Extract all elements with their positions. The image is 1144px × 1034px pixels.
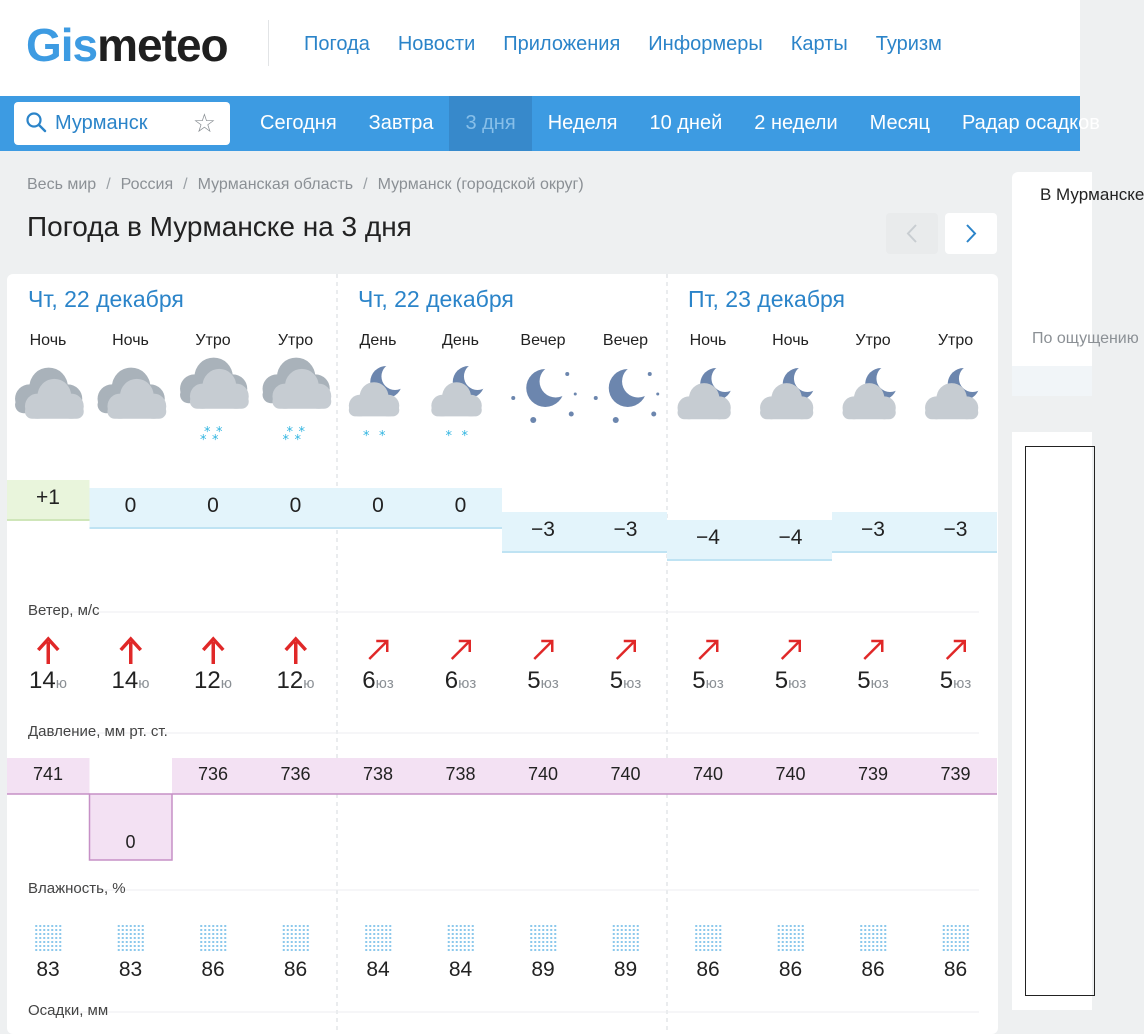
wind-direction: юз (788, 675, 807, 692)
humidity-value: 86 (696, 958, 720, 981)
forecast-tabs (244, 96, 1116, 151)
svg-text:*: * (379, 429, 386, 444)
humidity-dots-icon (943, 925, 969, 951)
breadcrumb-separator: / (183, 176, 188, 193)
time-of-day-label: Ночь (112, 332, 149, 349)
wind-section-label: Ветер, м/с (28, 602, 100, 619)
time-of-day-label: Утро (277, 332, 314, 349)
pressure-value: 740 (775, 764, 806, 784)
wind-speed: 14 (29, 667, 56, 694)
wind-arrow-icon (617, 641, 635, 659)
wind-speed: 14 (111, 667, 139, 694)
pressure-value: 738 (362, 764, 394, 784)
humidity-value: 86 (201, 958, 225, 981)
wind-speed: 5 (857, 667, 871, 694)
nav-link-weather[interactable]: Погода (304, 33, 370, 55)
humidity-dots-icon (35, 925, 61, 951)
wind-speed: 5 (774, 667, 789, 694)
next-period-button[interactable] (945, 213, 997, 254)
now-widget-band (1012, 366, 1092, 396)
wind-arrow-icon (699, 641, 717, 659)
day-title-3[interactable]: Пт, 23 декабря (688, 286, 846, 312)
moon-cloud-icon (760, 365, 821, 419)
humidity-dots-icon (200, 925, 226, 951)
logo-part-2: meteo (97, 19, 228, 71)
humidity-dots-icon (283, 925, 309, 951)
breadcrumb-district[interactable]: Мурманск (городской округ) (377, 176, 584, 193)
humidity-value: 84 (448, 958, 473, 981)
wind-value (172, 667, 254, 695)
moon-stars-icon (511, 365, 577, 423)
cloudy-icon (15, 368, 84, 419)
humidity-value: 86 (861, 958, 885, 981)
moon-cloud-icon (678, 365, 739, 419)
forecast-grid (7, 274, 998, 1034)
wind-direction: юз (375, 675, 394, 692)
wind-speed: 12 (194, 667, 221, 694)
breadcrumb-separator: / (363, 176, 368, 193)
wind-value (502, 667, 584, 695)
tab-2[interactable]: Завтра (368, 112, 434, 134)
wind-direction: юз (623, 675, 642, 692)
temperature-value: 0 (372, 494, 384, 517)
wind-arrow-icon (534, 641, 552, 659)
svg-text:*: * (294, 433, 301, 448)
wind-arrow-icon (121, 639, 141, 664)
wind-arrow-icon (369, 641, 387, 659)
pressure-value: 741 (32, 764, 64, 784)
pressure-value: 740 (527, 764, 559, 784)
wind-speed: 6 (444, 667, 459, 694)
nav-link-informers[interactable]: Информеры (648, 33, 763, 55)
humidity-dots-icon (448, 925, 474, 951)
humidity-dots-icon (695, 925, 721, 951)
svg-text:*: * (216, 425, 223, 440)
wind-direction: юз (458, 675, 477, 692)
pressure-value: 739 (940, 764, 971, 784)
search-icon (26, 112, 46, 132)
nav-link-maps[interactable]: Карты (790, 33, 848, 55)
humidity-value: 83 (36, 958, 60, 981)
cloudy-snow-icon (180, 358, 249, 448)
wind-direction: юз (705, 675, 724, 692)
temperature-value: +1 (36, 486, 60, 509)
humidity-value: 89 (531, 958, 555, 981)
wind-value (420, 667, 502, 695)
pressure-value: 736 (280, 764, 311, 784)
wind-speed: 5 (692, 667, 706, 694)
favorite-star-icon[interactable]: ☆ (192, 108, 216, 138)
temperature-value: −3 (943, 518, 968, 541)
wind-speed: 5 (609, 667, 624, 694)
wind-arrow-icon (782, 641, 800, 659)
humidity-dots-icon (118, 925, 144, 951)
temperature-value: 0 (454, 494, 467, 517)
cloudy-snow-icon (263, 358, 332, 448)
temperature-value: 0 (207, 494, 219, 517)
time-of-day-label: Утро (855, 332, 891, 349)
wind-arrow-icon (38, 639, 58, 664)
pressure-value: 738 (445, 764, 476, 784)
tab-3[interactable]: 3 дня (449, 96, 531, 151)
humidity-value: 86 (778, 958, 803, 981)
day-title-1[interactable]: Чт, 22 декабря (28, 286, 184, 312)
moon-cloud-snow-icon (431, 363, 491, 444)
svg-text:*: * (286, 425, 293, 440)
pressure-value: 739 (857, 764, 889, 784)
svg-text:*: * (363, 429, 370, 444)
time-of-day-label: Вечер (520, 332, 566, 349)
time-of-day-label: Утро (195, 332, 231, 349)
tab-4[interactable]: Неделя (547, 112, 618, 134)
wind-speed: 12 (276, 667, 304, 694)
now-widget (1012, 172, 1144, 396)
time-of-day-label: Ночь (772, 332, 809, 349)
humidity-dots-icon (778, 925, 804, 951)
header-divider (268, 20, 269, 66)
time-of-day-label: Ночь (689, 332, 727, 349)
wind-value (7, 667, 89, 695)
wind-arrow-icon (203, 639, 223, 664)
time-of-day-label: Ночь (29, 332, 67, 349)
top-nav (304, 33, 942, 56)
wind-speed: 5 (939, 667, 954, 694)
tab-7[interactable]: Месяц (869, 112, 930, 134)
breadcrumb-separator: / (106, 176, 111, 193)
time-of-day-label: День (359, 332, 397, 349)
pressure-value: 0 (125, 832, 136, 852)
wind-arrow-icon (947, 641, 965, 659)
site-header (0, 0, 1080, 96)
wind-direction: юз (870, 675, 889, 692)
feels-like-label: По ощущению (1032, 330, 1139, 347)
city-search-input[interactable]: Мурманск (55, 112, 148, 134)
wind-speed: 6 (362, 667, 376, 694)
pressure-value: 736 (197, 764, 229, 784)
time-of-day-label: Вечер (602, 332, 649, 349)
wind-speed: 5 (527, 667, 541, 694)
breadcrumb (27, 176, 584, 194)
wind-value (90, 667, 172, 695)
wind-value (255, 667, 337, 695)
gismeteo-logo[interactable] (26, 18, 228, 72)
pressure-section-label: Давление, мм рт. ст. (28, 723, 168, 740)
temperature-value: −3 (861, 518, 885, 541)
temperature-value: 0 (289, 494, 302, 517)
wind-arrow-icon (864, 641, 882, 659)
wind-value (585, 667, 667, 695)
page-title: Погода в Мурманске на 3 дня (27, 211, 412, 242)
tab-5[interactable]: 10 дней (649, 112, 723, 134)
humidity-value: 89 (613, 958, 638, 981)
wind-direction: ю (138, 675, 150, 692)
wind-direction: юз (540, 675, 559, 692)
breadcrumb-region[interactable]: Мурманская область (197, 176, 354, 193)
wind-direction: юз (953, 675, 972, 692)
nav-link-apps[interactable]: Приложения (503, 33, 621, 55)
wind-direction: ю (55, 675, 67, 692)
wind-value (915, 667, 997, 695)
svg-text:*: * (282, 433, 289, 448)
moon-stars-icon (594, 365, 660, 423)
prev-period-button[interactable] (886, 213, 938, 254)
wind-value (337, 667, 419, 695)
day-title-2[interactable]: Чт, 22 декабря (358, 286, 514, 312)
time-of-day-label: Утро (937, 332, 974, 349)
humidity-value: 86 (943, 958, 968, 981)
svg-text:*: * (200, 433, 207, 448)
temperature-value: −3 (613, 518, 638, 541)
moon-cloud-icon (925, 365, 986, 419)
time-of-day-label: День (442, 332, 479, 349)
forecast-card (7, 274, 998, 1034)
svg-text:*: * (204, 425, 211, 440)
pressure-value: 740 (610, 764, 641, 784)
precip-section-label: Осадки, мм (28, 1002, 109, 1019)
wind-arrow-icon (286, 639, 306, 664)
breadcrumb-world[interactable]: Весь мир (27, 176, 97, 193)
humidity-section-label: Влажность, % (28, 880, 126, 897)
humidity-dots-icon (530, 925, 556, 951)
tab-6[interactable]: 2 недели (754, 112, 838, 134)
temperature-value: 0 (124, 494, 137, 517)
wind-value (750, 667, 832, 695)
wind-direction: ю (303, 675, 315, 692)
humidity-dots-icon (365, 925, 391, 951)
ad-panel (1012, 432, 1092, 1010)
svg-text:*: * (298, 425, 305, 440)
humidity-dots-icon (860, 925, 886, 951)
cloudy-icon (98, 368, 167, 419)
moon-cloud-snow-icon (349, 363, 409, 444)
nav-link-tourism[interactable]: Туризм (875, 33, 942, 55)
ad-frame (1025, 446, 1095, 996)
now-widget-title: В Мурманске (1040, 185, 1144, 204)
humidity-value: 84 (366, 958, 390, 981)
nav-link-news[interactable]: Новости (397, 33, 476, 55)
wind-direction: ю (220, 675, 232, 692)
forecast-tabs-bar (0, 96, 1100, 151)
svg-text:*: * (461, 429, 468, 444)
humidity-dots-icon (613, 925, 639, 951)
wind-value (667, 667, 749, 695)
wind-arrow-icon (452, 641, 470, 659)
wind-value (832, 667, 914, 695)
pressure-value: 740 (692, 764, 724, 784)
logo-part-1: Gis (26, 19, 98, 71)
breadcrumb-russia[interactable]: Россия (120, 176, 174, 193)
tab-1[interactable]: Сегодня (260, 112, 337, 134)
chevron-right-icon (945, 213, 997, 254)
temperature-value: −4 (778, 526, 803, 549)
svg-text:*: * (445, 429, 452, 444)
humidity-value: 83 (118, 958, 143, 981)
city-search-box[interactable] (14, 102, 230, 145)
tab-8[interactable]: Радар осадков (961, 112, 1100, 134)
chevron-left-icon (886, 213, 938, 254)
temperature-value: −3 (531, 518, 555, 541)
humidity-value: 86 (283, 958, 308, 981)
svg-text:*: * (212, 433, 219, 448)
moon-cloud-icon (843, 365, 904, 419)
temperature-value: −4 (696, 526, 720, 549)
